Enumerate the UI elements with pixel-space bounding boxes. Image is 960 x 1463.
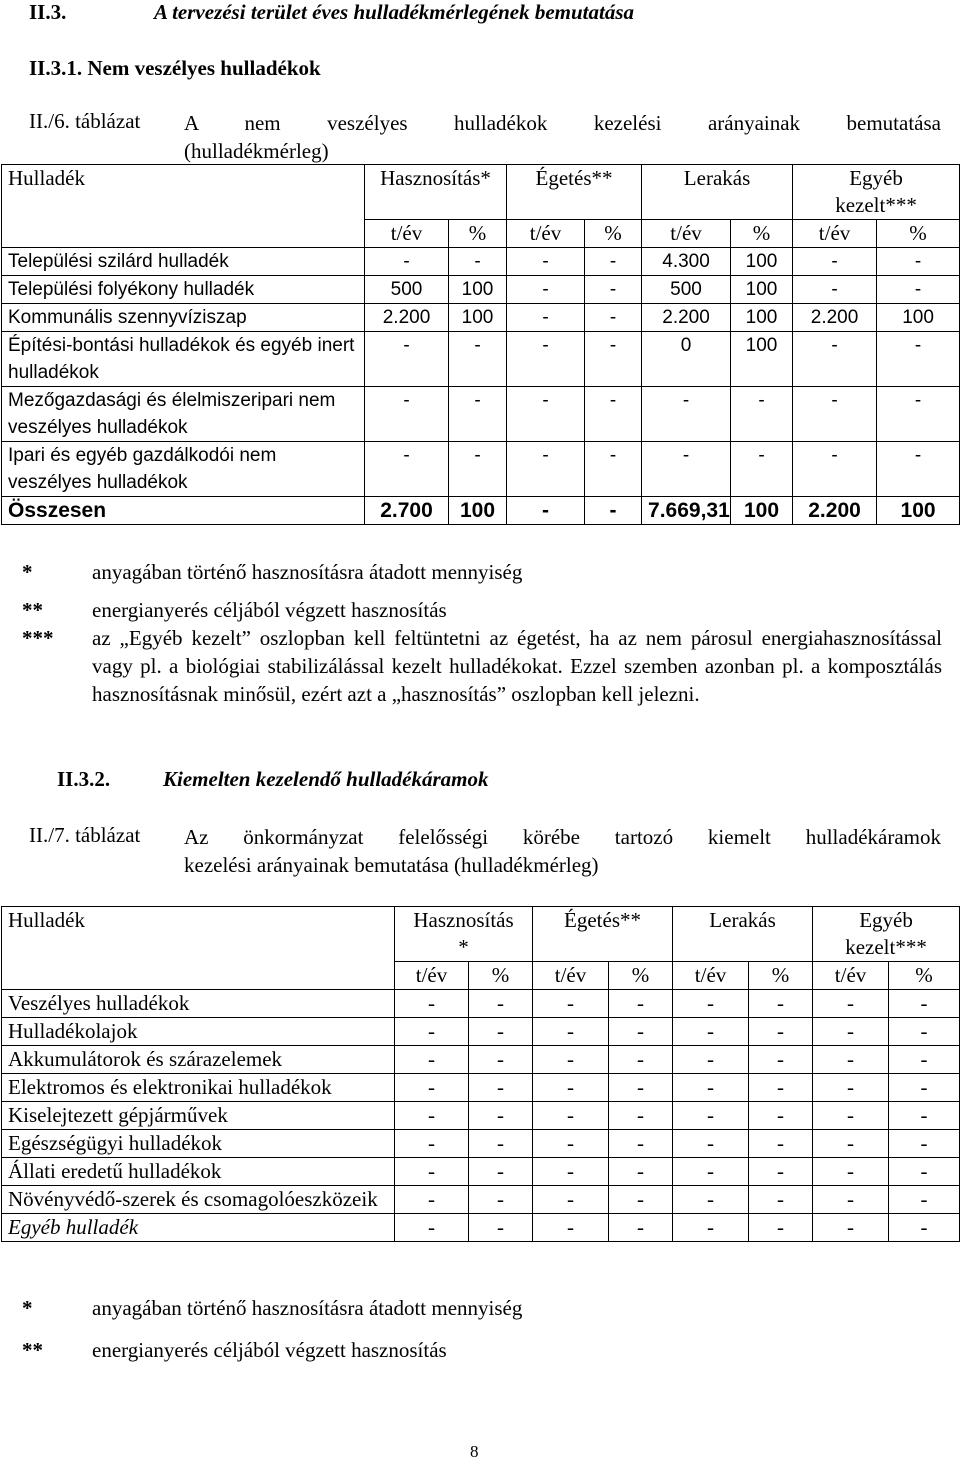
row-label: Kommunális szennyvíziszap xyxy=(2,304,365,332)
value-cell: - xyxy=(395,1186,469,1214)
value-cell: - xyxy=(889,1074,960,1102)
value-cell: - xyxy=(889,1102,960,1130)
value-cell: 500 xyxy=(365,276,449,304)
table1-header-incineration: Égetés** xyxy=(507,165,642,220)
value-cell: - xyxy=(673,1214,749,1242)
table1-caption-line1: A nem veszélyes hulladékok kezelési arányainak bemutatása xyxy=(184,111,941,135)
unit-cell: t/év xyxy=(793,220,877,248)
value-cell: - xyxy=(585,276,642,304)
value-cell: - xyxy=(395,1074,469,1102)
value-cell: - xyxy=(749,1158,813,1186)
value-cell: - xyxy=(609,1214,673,1242)
table2-caption xyxy=(29,823,941,879)
value-cell: - xyxy=(673,1046,749,1074)
unit-cell: % xyxy=(585,220,642,248)
value-cell: - xyxy=(609,990,673,1018)
value-cell: - xyxy=(507,276,585,304)
value-cell: - xyxy=(469,1102,533,1130)
table2-header-recovery-l2: * xyxy=(458,935,469,959)
subsection2-title: Kiemelten kezelendő hulladékáramok xyxy=(163,767,489,791)
value-cell: - xyxy=(469,1186,533,1214)
value-cell: - xyxy=(609,1186,673,1214)
row-label: Összesen xyxy=(2,497,365,525)
value-cell: - xyxy=(749,1214,813,1242)
table2 xyxy=(1,906,960,1242)
value-cell: - xyxy=(731,387,793,442)
table1-caption xyxy=(29,109,941,165)
subsection-heading-2 xyxy=(57,767,489,792)
table1-label: II./6. táblázat xyxy=(29,109,141,133)
value-cell: - xyxy=(793,276,877,304)
value-cell: - xyxy=(813,990,889,1018)
value-cell: - xyxy=(889,1214,960,1242)
value-cell: - xyxy=(877,332,960,387)
footnote-marker: * xyxy=(22,1296,33,1320)
value-cell: - xyxy=(585,332,642,387)
value-cell: - xyxy=(365,332,449,387)
footnote-text: anyagában történő hasznosításra átadott mennyiség xyxy=(92,1296,523,1320)
value-cell: - xyxy=(609,1102,673,1130)
table1 xyxy=(1,164,960,525)
subsection-heading-1: II.3.1. Nem veszélyes hulladékok xyxy=(29,56,321,80)
table2-caption-line2: kezelési arányainak bemutatása (hulladékmérleg) xyxy=(184,853,599,877)
table2-header-other-l1: Egyéb xyxy=(859,908,913,932)
page-number: 8 xyxy=(470,1442,479,1461)
value-cell: - xyxy=(469,1074,533,1102)
value-cell: - xyxy=(585,387,642,442)
value-cell: - xyxy=(609,1046,673,1074)
value-cell: - xyxy=(813,1018,889,1046)
value-cell: - xyxy=(813,1046,889,1074)
value-cell: - xyxy=(673,1130,749,1158)
unit-cell: % xyxy=(749,962,813,990)
value-cell: - xyxy=(813,1186,889,1214)
row-label: Növényvédő-szerek és csomagolóeszközeik xyxy=(2,1186,395,1214)
unit-cell: t/év xyxy=(642,220,731,248)
value-cell: - xyxy=(793,387,877,442)
table-row xyxy=(2,304,960,332)
value-cell: 100 xyxy=(731,497,793,525)
table-row xyxy=(2,990,960,1018)
value-cell: - xyxy=(533,1046,609,1074)
value-cell: - xyxy=(395,1046,469,1074)
table-row xyxy=(2,1130,960,1158)
value-cell: - xyxy=(585,497,642,525)
footnote-text: energianyerés céljából végzett hasznosítás xyxy=(92,598,447,622)
value-cell: 2.200 xyxy=(365,304,449,332)
row-label: Ipari és egyéb gazdálkodói nem veszélyes hulladékok xyxy=(2,442,365,497)
value-cell: - xyxy=(673,990,749,1018)
value-cell: - xyxy=(749,1130,813,1158)
value-cell: 100 xyxy=(877,304,960,332)
value-cell: - xyxy=(749,1046,813,1074)
unit-cell: % xyxy=(889,962,960,990)
value-cell: - xyxy=(609,1018,673,1046)
table-row xyxy=(2,1186,960,1214)
value-cell: - xyxy=(889,1046,960,1074)
value-cell: - xyxy=(585,304,642,332)
unit-cell: % xyxy=(877,220,960,248)
value-cell: 2.700 xyxy=(365,497,449,525)
value-cell: - xyxy=(673,1158,749,1186)
value-cell: - xyxy=(533,1074,609,1102)
value-cell: - xyxy=(793,442,877,497)
value-cell: - xyxy=(609,1158,673,1186)
value-cell: - xyxy=(533,1102,609,1130)
table-row xyxy=(2,387,960,442)
value-cell: - xyxy=(889,990,960,1018)
footnote-marker: * xyxy=(22,560,33,584)
value-cell: - xyxy=(533,1186,609,1214)
value-cell: 2.200 xyxy=(642,304,731,332)
table1-header-other xyxy=(793,165,960,220)
subsection2-number: II.3.2. xyxy=(57,767,111,791)
value-cell: 0 xyxy=(642,332,731,387)
unit-cell: % xyxy=(609,962,673,990)
table1-caption-line2: (hulladékmérleg) xyxy=(184,139,329,163)
table-row xyxy=(2,1214,960,1242)
value-cell: - xyxy=(749,1102,813,1130)
value-cell: - xyxy=(793,332,877,387)
value-cell: - xyxy=(673,1186,749,1214)
unit-cell: % xyxy=(469,962,533,990)
value-cell: - xyxy=(469,1214,533,1242)
value-cell: - xyxy=(533,1158,609,1186)
value-cell: - xyxy=(749,1018,813,1046)
table2-footnotes xyxy=(22,1294,942,1364)
row-label: Építési-bontási hulladékok és egyéb inert hulladékok xyxy=(2,332,365,387)
footnote-text: anyagában történő hasznosításra átadott mennyiség xyxy=(92,560,523,584)
value-cell: - xyxy=(585,248,642,276)
value-cell: - xyxy=(533,1018,609,1046)
table2-header-landfill: Lerakás xyxy=(673,907,813,962)
value-cell: - xyxy=(395,1130,469,1158)
value-cell: 100 xyxy=(731,304,793,332)
value-cell: - xyxy=(749,990,813,1018)
unit-cell: t/év xyxy=(673,962,749,990)
table1-header-recovery: Hasznosítás* xyxy=(365,165,507,220)
value-cell: 100 xyxy=(449,304,507,332)
footnote-marker: ** xyxy=(22,1338,43,1362)
value-cell: 2.200 xyxy=(793,497,877,525)
table1-header-row xyxy=(2,165,960,220)
value-cell: - xyxy=(469,1158,533,1186)
value-cell: - xyxy=(731,442,793,497)
table1-header-other-l2: kezelt*** xyxy=(835,193,917,217)
value-cell: 100 xyxy=(449,497,507,525)
value-cell: - xyxy=(877,387,960,442)
value-cell: - xyxy=(877,248,960,276)
value-cell: - xyxy=(395,990,469,1018)
value-cell: 500 xyxy=(642,276,731,304)
footnote xyxy=(22,1336,942,1364)
value-cell: - xyxy=(469,1018,533,1046)
table-row xyxy=(2,248,960,276)
unit-cell: t/év xyxy=(813,962,889,990)
row-label: Települési szilárd hulladék xyxy=(2,248,365,276)
row-label: Hulladékolajok xyxy=(2,1018,395,1046)
value-cell: - xyxy=(793,248,877,276)
value-cell: - xyxy=(507,442,585,497)
value-cell: - xyxy=(813,1158,889,1186)
row-label: Állati eredetű hulladékok xyxy=(2,1158,395,1186)
value-cell: - xyxy=(749,1186,813,1214)
table-row xyxy=(2,1074,960,1102)
value-cell: - xyxy=(449,332,507,387)
value-cell: - xyxy=(469,1046,533,1074)
row-label: Kiselejtezett gépjárművek xyxy=(2,1102,395,1130)
value-cell: - xyxy=(507,497,585,525)
value-cell: - xyxy=(449,387,507,442)
value-cell: - xyxy=(609,1130,673,1158)
value-cell: - xyxy=(673,1074,749,1102)
value-cell: 2.200 xyxy=(793,304,877,332)
value-cell: - xyxy=(395,1102,469,1130)
unit-cell: t/év xyxy=(507,220,585,248)
section-number: II.3. xyxy=(29,0,67,24)
value-cell: - xyxy=(395,1214,469,1242)
footnote xyxy=(22,558,942,586)
value-cell: - xyxy=(507,248,585,276)
value-cell: - xyxy=(673,1102,749,1130)
table2-header-recovery xyxy=(395,907,533,962)
section-title: A tervezési terület éves hulladékmérlegének bemutatása xyxy=(154,0,635,24)
value-cell: - xyxy=(642,387,731,442)
value-cell: 100 xyxy=(731,248,793,276)
value-cell: - xyxy=(609,1074,673,1102)
unit-cell: t/év xyxy=(395,962,469,990)
value-cell: - xyxy=(395,1018,469,1046)
footnote-text: az „Egyéb kezelt” oszlopban kell feltüntetni az égetést, ha az nem párosul energiahasznosítással vagy pl. a biológiai stabilizálással kezelt hulladékokat. Ezzel szemben azonban pl. a komposztálás hasznosításnak minősül, ezért azt a „hasznosítás” oszlopban kell jelezni. xyxy=(92,626,942,706)
section-heading xyxy=(29,0,634,25)
value-cell: - xyxy=(889,1158,960,1186)
value-cell: - xyxy=(365,248,449,276)
value-cell: 4.300 xyxy=(642,248,731,276)
row-label: Elektromos és elektronikai hulladékok xyxy=(2,1074,395,1102)
value-cell: - xyxy=(507,332,585,387)
value-cell: - xyxy=(889,1130,960,1158)
value-cell: - xyxy=(507,304,585,332)
table1-total-row xyxy=(2,497,960,525)
value-cell: - xyxy=(877,276,960,304)
value-cell: 7.669,31 xyxy=(642,497,731,525)
value-cell: - xyxy=(365,387,449,442)
row-label: Egészségügyi hulladékok xyxy=(2,1130,395,1158)
value-cell: 100 xyxy=(449,276,507,304)
footnote-marker: *** xyxy=(22,626,54,650)
footnote xyxy=(22,1294,942,1322)
table1-header-other-l1: Egyéb xyxy=(849,166,903,190)
value-cell: - xyxy=(749,1074,813,1102)
table2-header-incineration: Égetés** xyxy=(533,907,673,962)
table2-header-other xyxy=(813,907,960,962)
row-label: Veszélyes hulladékok xyxy=(2,990,395,1018)
table-row xyxy=(2,276,960,304)
row-label: Települési folyékony hulladék xyxy=(2,276,365,304)
value-cell: - xyxy=(813,1130,889,1158)
value-cell: - xyxy=(533,990,609,1018)
value-cell: - xyxy=(813,1102,889,1130)
value-cell: - xyxy=(449,442,507,497)
table-row xyxy=(2,1158,960,1186)
row-label: Egyéb hulladék xyxy=(2,1214,395,1242)
unit-cell: t/év xyxy=(533,962,609,990)
value-cell: - xyxy=(642,442,731,497)
row-label: Akkumulátorok és szárazelemek xyxy=(2,1046,395,1074)
value-cell: - xyxy=(813,1074,889,1102)
table2-header-recovery-l1: Hasznosítás xyxy=(413,908,514,932)
table1-footnotes xyxy=(22,558,942,708)
value-cell: - xyxy=(673,1018,749,1046)
table-row xyxy=(2,1018,960,1046)
value-cell: - xyxy=(889,1186,960,1214)
value-cell: - xyxy=(449,248,507,276)
table2-label: II./7. táblázat xyxy=(29,823,141,847)
table1-header-waste: Hulladék xyxy=(2,165,365,248)
table-row xyxy=(2,332,960,387)
table-row xyxy=(2,1046,960,1074)
value-cell: - xyxy=(469,990,533,1018)
unit-cell: t/év xyxy=(365,220,449,248)
unit-cell: % xyxy=(449,220,507,248)
value-cell: - xyxy=(889,1018,960,1046)
footnote-text: energianyerés céljából végzett hasznosítás xyxy=(92,1338,447,1362)
value-cell: 100 xyxy=(731,276,793,304)
table-row xyxy=(2,1102,960,1130)
table2-header-waste: Hulladék xyxy=(2,907,395,990)
value-cell: 100 xyxy=(731,332,793,387)
unit-cell: % xyxy=(731,220,793,248)
row-label: Mezőgazdasági és élelmiszeripari nem veszélyes hulladékok xyxy=(2,387,365,442)
table2-caption-line1: Az önkormányzat felelősségi körébe tartozó kiemelt hulladékáramok xyxy=(184,825,941,849)
value-cell: - xyxy=(395,1158,469,1186)
value-cell: - xyxy=(813,1214,889,1242)
table1-header-landfill: Lerakás xyxy=(642,165,793,220)
value-cell: 100 xyxy=(877,497,960,525)
table2-header-other-l2: kezelt*** xyxy=(845,935,927,959)
value-cell: - xyxy=(469,1130,533,1158)
value-cell: - xyxy=(533,1130,609,1158)
value-cell: - xyxy=(507,387,585,442)
table2-header-row xyxy=(2,907,960,962)
table-row xyxy=(2,442,960,497)
footnote xyxy=(22,624,942,708)
footnote xyxy=(22,596,942,624)
value-cell: - xyxy=(365,442,449,497)
value-cell: - xyxy=(877,442,960,497)
value-cell: - xyxy=(533,1214,609,1242)
value-cell: - xyxy=(585,442,642,497)
footnote-marker: ** xyxy=(22,598,43,622)
